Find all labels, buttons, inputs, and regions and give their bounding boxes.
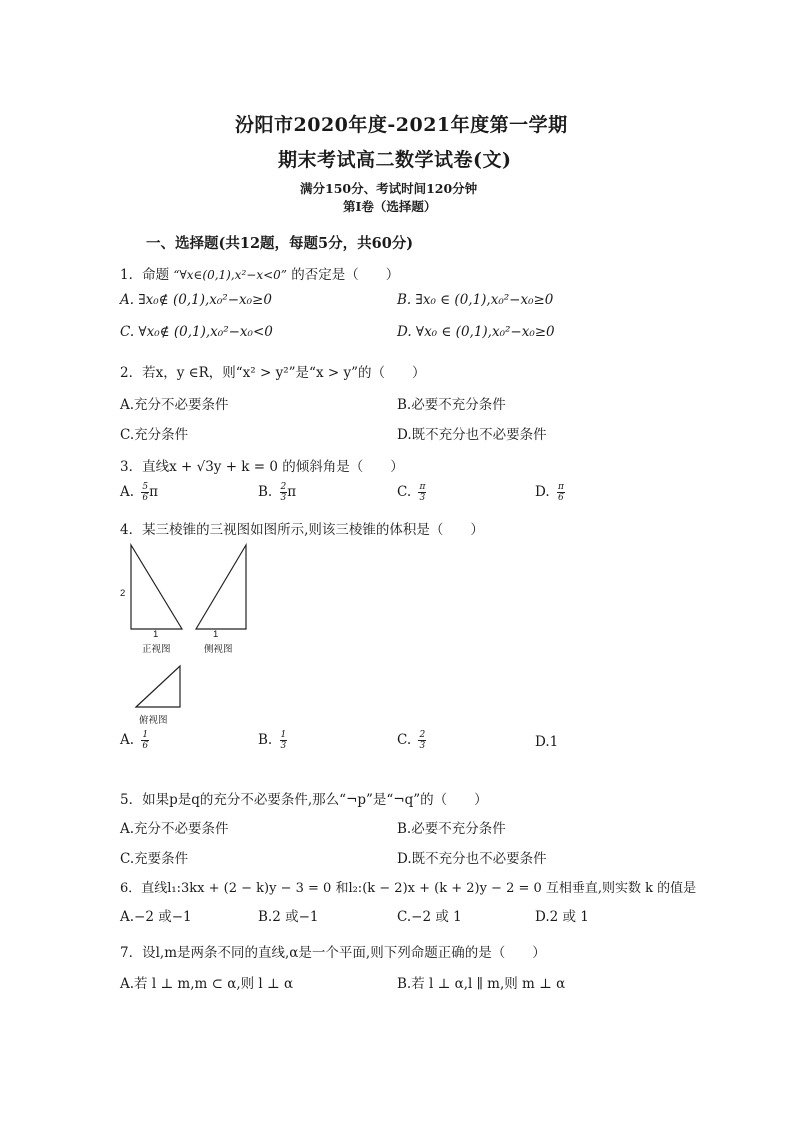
page-title-line1: 汾阳市2020年度-2021年度第一学期 [235, 114, 568, 136]
fraction [280, 730, 288, 751]
dimension-front-base: 1 [153, 629, 159, 640]
three-views-figure [118, 540, 258, 720]
question-4-option-b[interactable] [258, 730, 287, 751]
fraction [418, 482, 426, 503]
numerator: 2 [280, 482, 287, 492]
volume-label: 第Ⅰ卷（选择题） [343, 199, 437, 214]
question-5-option-b[interactable]: B.必要不充分条件 [397, 821, 506, 837]
question-6-option-a[interactable]: A.−2 或−1 [120, 909, 192, 925]
fraction [141, 730, 149, 751]
question-2-option-d[interactable]: D.既不充分也不必要条件 [397, 427, 547, 443]
pi-symbol: π [149, 484, 158, 500]
question-7-option-b[interactable]: B.若 l ⊥ α,l ∥ m,则 m ⊥ α [397, 976, 566, 992]
question-1-option-c[interactable]: C. ∀x₀∉ (0,1),x₀²−x₀<0 [120, 324, 273, 340]
denominator: 6 [142, 493, 149, 503]
question-4-option-d[interactable]: D.1 [535, 734, 559, 750]
page-title-line2: 期末考试高二数学试卷(文) [278, 149, 512, 171]
question-1-option-a[interactable]: A. ∃x₀∉ (0,1),x₀²−x₀≥0 [120, 292, 272, 308]
side-view-label: 侧视图 [204, 644, 233, 655]
question-4-option-c[interactable] [397, 730, 426, 751]
option-label: C. [397, 732, 412, 748]
question-2-option-b[interactable]: B.必要不充分条件 [397, 397, 506, 413]
question-4-stem: 4．某三棱锥的三视图如图所示,则该三棱锥的体积是（ ） [120, 522, 484, 538]
question-4-option-a[interactable] [120, 730, 149, 751]
question-1-option-d[interactable]: D. ∀x₀ ∈ (0,1),x₀²−x₀≥0 [397, 324, 555, 340]
question-3-option-b[interactable] [258, 482, 296, 503]
question-3-stem: 3．直线x + √3y + k = 0 的倾斜角是（ ） [120, 459, 404, 475]
question-6-option-b[interactable]: B.2 或−1 [258, 909, 319, 925]
question-6-option-c[interactable]: C.−2 或 1 [397, 909, 462, 925]
pi-symbol: π [287, 484, 297, 500]
question-1-prefix: 1．命题 [120, 267, 170, 283]
section-heading: 一、选择题(共12题，每题5分，共60分) [146, 235, 414, 252]
question-2-stem: 2．若x，y ∈R，则“x² > y²”是“x > y”的（ ） [120, 365, 426, 381]
top-view-triangle [136, 666, 180, 707]
question-1-option-b[interactable]: B. ∃x₀ ∈ (0,1),x₀²−x₀≥0 [397, 292, 554, 308]
question-3-option-d[interactable] [535, 482, 565, 503]
question-3-option-c[interactable] [397, 482, 426, 503]
numerator: 5 [142, 482, 149, 492]
dimension-height: 2 [120, 588, 126, 599]
front-view-label: 正视图 [142, 644, 171, 655]
question-2-option-a[interactable]: A.充分不必要条件 [120, 397, 229, 413]
question-2-option-c[interactable]: C.充分条件 [120, 427, 189, 443]
denominator: 3 [419, 741, 426, 751]
numerator: π [419, 482, 426, 492]
numerator: 1 [280, 730, 287, 740]
question-1-suffix: 的否定是（ ） [291, 267, 400, 283]
question-1-expr: “∀x∈(0,1),x²−x<0” [173, 268, 287, 282]
side-view-triangle [196, 545, 246, 629]
question-6-stem: 6．直线l₁:3kx + (2 − k)y − 3 = 0 和l₂:(k − 2)x + (k + 2)y − 2 = 0 互相垂直,则实数 k 的值是 [120, 881, 697, 896]
option-label: B. [258, 484, 273, 500]
option-label: D. [535, 484, 550, 500]
fraction [557, 482, 565, 503]
option-label: B. [258, 732, 273, 748]
denominator: 6 [558, 493, 564, 503]
fraction [418, 730, 426, 751]
numerator: π [557, 482, 564, 492]
question-3-option-a[interactable] [120, 482, 158, 503]
denominator: 3 [280, 493, 287, 503]
option-label: C. [397, 484, 412, 500]
numerator: 2 [419, 730, 426, 740]
question-5-option-d[interactable]: D.既不充分也不必要条件 [397, 851, 547, 867]
option-label: A. [120, 484, 135, 500]
top-view-label: 俯视图 [139, 715, 168, 726]
question-1-stem [120, 263, 399, 283]
denominator: 3 [419, 493, 426, 503]
option-label: A. [120, 732, 135, 748]
question-6-option-d[interactable]: D.2 或 1 [535, 909, 589, 925]
exam-meta: 满分150分、考试时间120分钟 [300, 181, 478, 196]
question-5-stem: 5．如果p是q的充分不必要条件,那么“¬p”是“¬q”的（ ） [120, 792, 488, 808]
numerator: 1 [142, 730, 149, 740]
question-5-option-c[interactable]: C.充要条件 [120, 851, 189, 867]
front-view-triangle [131, 545, 182, 629]
question-7-option-a[interactable]: A.若 l ⊥ m,m ⊂ α,则 l ⊥ α [120, 976, 294, 992]
denominator: 6 [142, 741, 149, 751]
question-5-option-a[interactable]: A.充分不必要条件 [120, 821, 229, 837]
question-7-stem: 7．设l,m是两条不同的直线,α是一个平面,则下列命题正确的是（ ） [120, 945, 546, 961]
denominator: 3 [280, 741, 287, 751]
fraction [141, 482, 149, 503]
dimension-side-base: 1 [213, 629, 219, 640]
